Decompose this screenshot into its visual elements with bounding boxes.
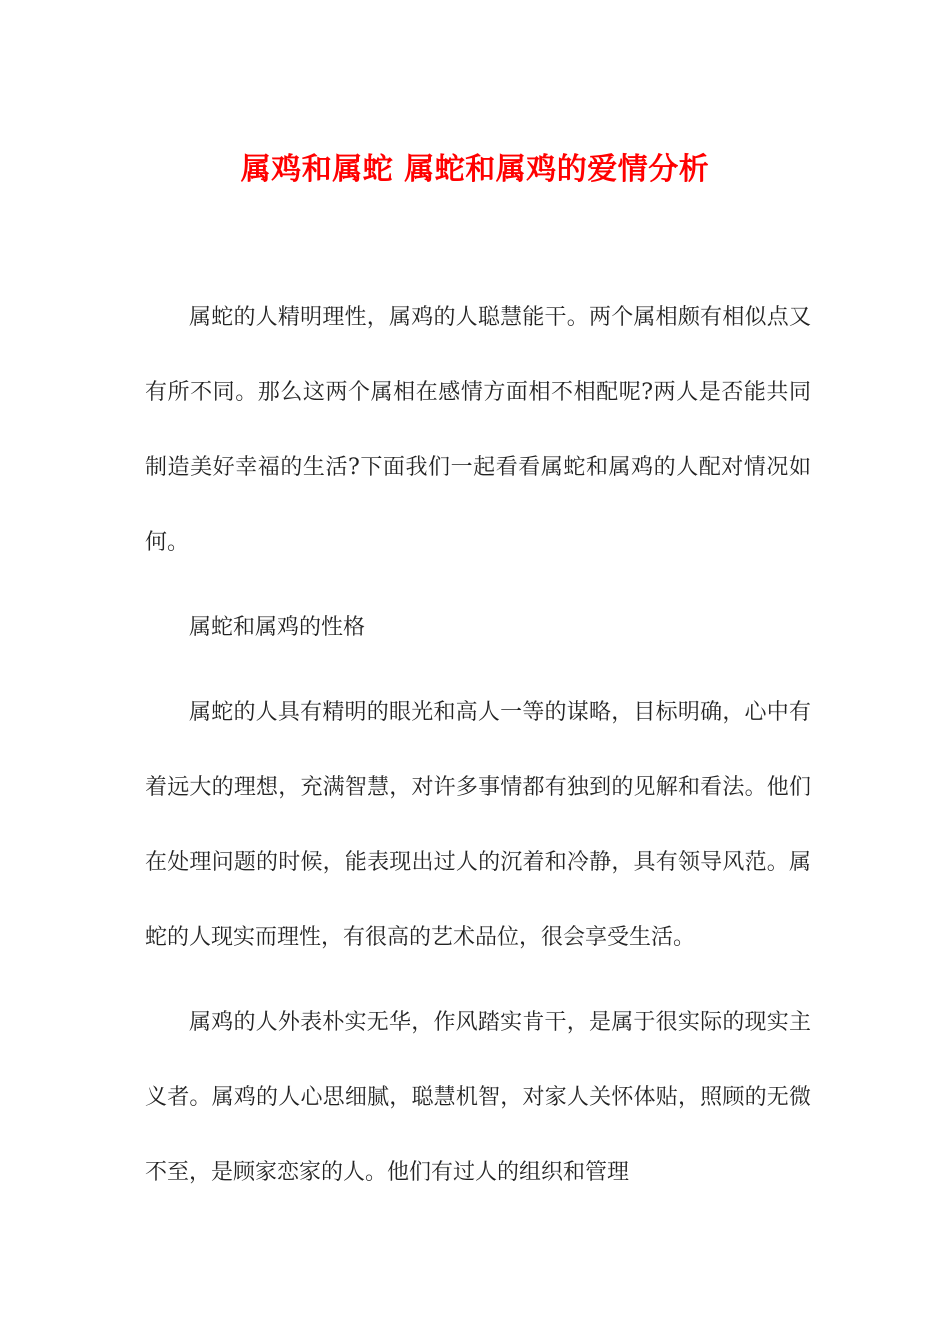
paragraph-intro: 属蛇的人精明理性，属鸡的人聪慧能干。两个属相颇有相似点又有所不同。那么这两个属相在感情方面相不相配呢?两人是否能共同制造美好幸福的生活?下面我们一起看看属蛇和属鸡的人配对情况如何。: [145, 305, 811, 555]
section-heading-personality: 属蛇和属鸡的性格: [189, 615, 366, 640]
paragraph-snake: 属蛇的人具有精明的眼光和高人一等的谋略，目标明确，心中有着远大的理想，充满智慧，对许多事情都有独到的见解和看法。他们在处理问题的时候，能表现出过人的沉着和冷静，具有领导风范。属蛇的人现实而理性，有很高的艺术品位，很会享受生活。: [145, 700, 811, 950]
paragraph-rooster: 属鸡的人外表朴实无华，作风踏实肯干，是属于很实际的现实主义者。属鸡的人心思细腻，聪慧机智，对家人关怀体贴，照顾的无微不至，是顾家恋家的人。他们有过人的组织和管理: [145, 1010, 811, 1185]
page-title: 属鸡和属蛇 属蛇和属鸡的爱情分析: [240, 152, 710, 187]
document-body: [145, 280, 811, 1220]
